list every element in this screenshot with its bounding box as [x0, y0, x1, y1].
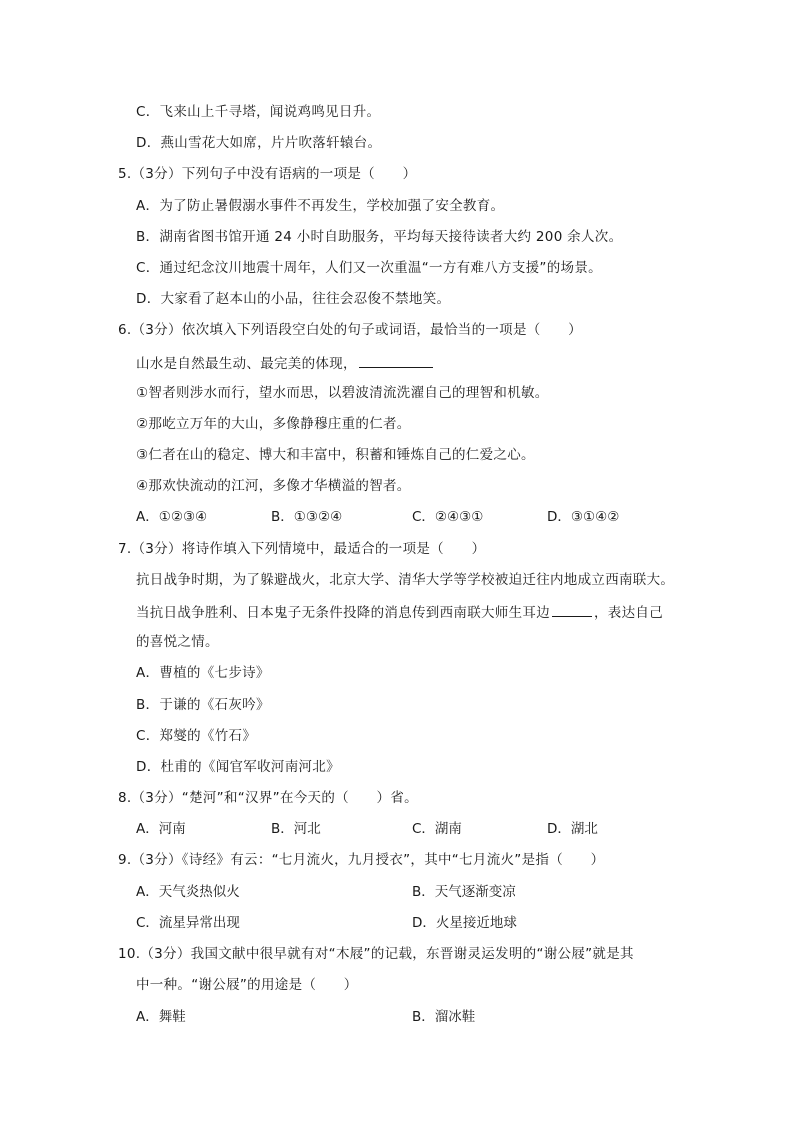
q6-passage: [136, 353, 435, 373]
q5-option-b: B．湖南省图书馆开通 24 小时自助服务，平均每天接待读者大约 200 余人次。: [136, 229, 623, 245]
q10-option-b: B．溜冰鞋: [412, 1009, 476, 1025]
q5-stem: 5.（3分）下列句子中没有语病的一项是（ ）: [118, 166, 417, 182]
q7-option-c: C．郑燮的《竹石》: [136, 728, 257, 744]
q7-passage-line-2b: ，表达自己: [594, 605, 663, 621]
q7-passage-line-2a: 当抗日战争胜利、日本鬼子无条件投降的消息传到西南联大师生耳边: [136, 605, 550, 621]
q4-option-d: D．燕山雪花大如席，片片吹落轩辕台。: [136, 135, 382, 151]
q6-passage-text: 山水是自然最生动、最完美的体现，: [136, 356, 357, 372]
q6-option-a: A．①②③④: [136, 509, 208, 525]
q6-answer-blank: [359, 353, 433, 368]
q8-option-a: A．河南: [136, 821, 186, 837]
q8-option-d: D．湖北: [547, 821, 598, 837]
q10-option-a: A．舞鞋: [136, 1009, 186, 1025]
q6-sentence-1: ①智者则涉水而行，望水而思，以碧波清流洗濯自己的理智和机敏。: [136, 385, 549, 401]
q7-option-d: D．杜甫的《闻官军收河南河北》: [136, 759, 340, 775]
q6-option-c: C．②④③①: [412, 509, 484, 525]
q7-option-a: A．曹植的《七步诗》: [136, 665, 270, 681]
q5-option-c: C．通过纪念汶川地震十周年，人们又一次重温“一方有难八方支援”的场景。: [136, 260, 602, 276]
q9-option-d: D．火星接近地球: [412, 915, 517, 931]
q6-stem: 6.（3分）依次填入下列语段空白处的句子或词语，最恰当的一项是（ ）: [118, 322, 582, 338]
q7-passage-line-3: 的喜悦之情。: [136, 634, 219, 650]
q7-option-b: B．于谦的《石灰吟》: [136, 697, 270, 713]
q8-stem: 8.（3分）“楚河”和“汉界”在今天的（ ）省。: [118, 790, 418, 806]
q5-option-d: D．大家看了赵本山的小品，往往会忍俊不禁地笑。: [136, 291, 451, 307]
q6-option-d: D．③①④②: [547, 509, 620, 525]
q6-sentence-4: ④那欢快流动的江河，多像才华横溢的智者。: [136, 478, 411, 494]
q9-stem: 9.（3分）《诗经》有云：“七月流火，九月授衣”，其中“七月流火”是指（ ）: [118, 852, 605, 868]
q6-sentence-3: ③仁者在山的稳定、博大和丰富中，积蓄和锤炼自己的仁爱之心。: [136, 447, 535, 463]
q7-passage-line-2: [136, 602, 663, 622]
q7-stem: 7.（3分）将诗作填入下列情境中，最适合的一项是（ ）: [118, 541, 486, 557]
q6-option-b: B．①③②④: [271, 509, 343, 525]
q8-option-b: B．河北: [271, 821, 321, 837]
q10-stem-line-1: 10.（3分）我国文献中很早就有对“木屐”的记载，东晋谢灵运发明的“谢公屐”就是其: [118, 946, 634, 962]
q9-option-a: A．天气炎热似火: [136, 884, 240, 900]
q7-answer-blank: [552, 602, 592, 617]
q8-option-c: C．湖南: [412, 821, 462, 837]
q9-option-c: C．流星异常出现: [136, 915, 240, 931]
q5-option-a: A．为了防止暑假溺水事件不再发生，学校加强了安全教育。: [136, 198, 505, 214]
q6-sentence-2: ②那屹立万年的大山，多像静穆庄重的仁者。: [136, 416, 411, 432]
q9-option-b: B．天气逐渐变凉: [412, 884, 516, 900]
q10-stem-line-2: 中一种。“谢公屐”的用途是（ ）: [136, 977, 358, 993]
q7-passage-line-1: 抗日战争时期，为了躲避战火，北京大学、清华大学等学校被迫迁往内地成立西南联大。: [136, 572, 675, 588]
q4-option-c: C．飞来山上千寻塔，闻说鸡鸣见日升。: [136, 104, 381, 120]
